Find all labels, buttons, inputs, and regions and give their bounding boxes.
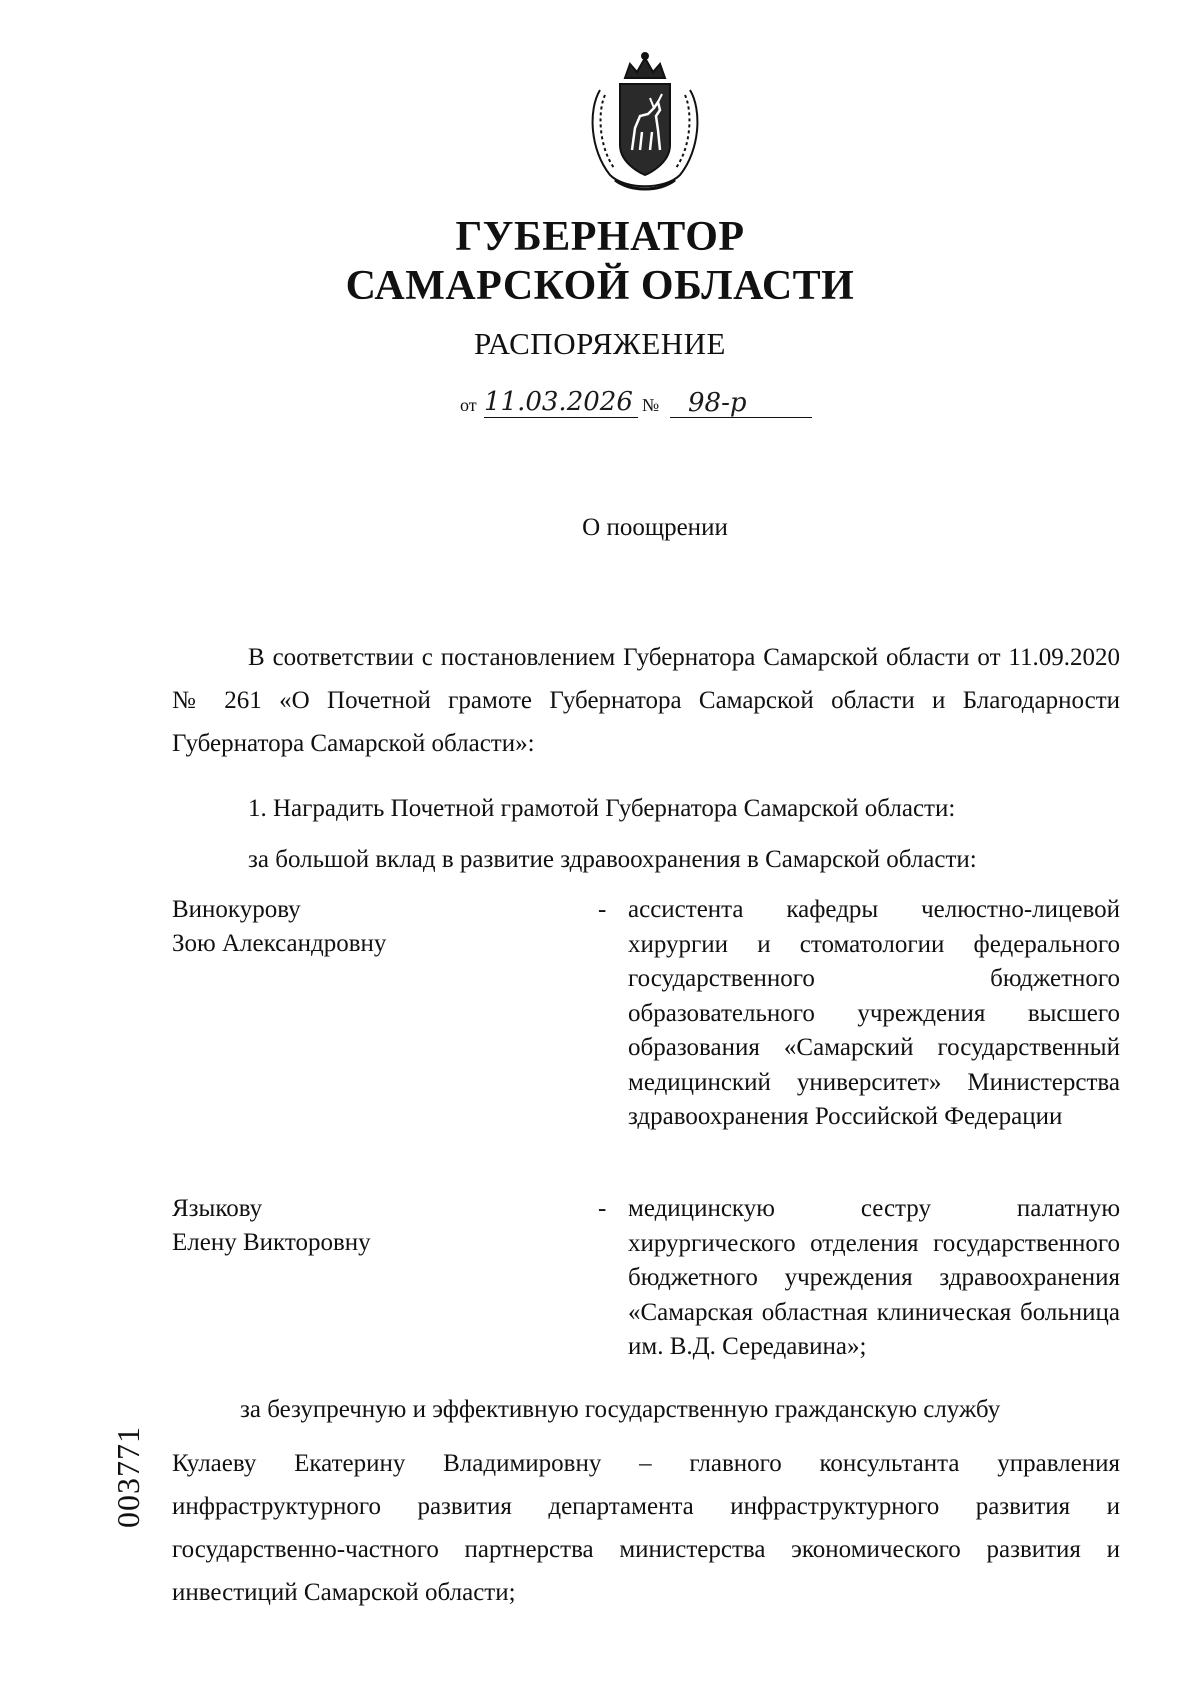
- person-description: ассистента кафедры челюстно-лицевой хирургии и стоматологии федерального государственного бюджетного образовательного учреждения высшего образования «Самарский государственный медицинский университет» Министерства здравоохранения Российской Федерации: [628, 896, 1120, 1130]
- date-label: от: [460, 395, 477, 415]
- document-type: РАСПОРЯЖЕНИЕ: [474, 326, 726, 361]
- title-region: САМАРСКОЙ ОБЛАСТИ: [345, 263, 855, 309]
- category-health: за большой вклад в развитие здравоохранения в Самарской области:: [248, 846, 977, 873]
- date-value: 11.03.2026: [484, 387, 638, 418]
- date-number-line: [460, 384, 860, 418]
- document-subject: О поощрении: [582, 514, 728, 541]
- person-name: [172, 1192, 472, 1260]
- person-surname: Винокурову: [172, 896, 301, 923]
- title-governor: ГУБЕРНАТОР: [455, 214, 745, 260]
- category-service: за безупречную и эффективную государственную гражданскую службу: [240, 1396, 1001, 1423]
- person-description: медицинскую сестру палатную хирургического отделения государственного бюджетного учреждения здравоохранения «Самарская областная клиническая больница им. В.Д. Середавина»;: [628, 1195, 1120, 1360]
- clause-1: 1. Наградить Почетной грамотой Губернатора Самарской области:: [248, 795, 956, 822]
- preamble-text: В соответствии с постановлением Губернатора Самарской области от 11.09.2020 № 261 «О Почетной грамоте Губернатора Самарской области и Благодарности Губернатора Самарской области»:: [172, 644, 1120, 757]
- dash: -: [598, 1195, 607, 1222]
- person-name: [172, 893, 472, 961]
- coat-of-arms-emblem: [580, 50, 710, 200]
- person-given-name: Зою Александровну: [172, 930, 387, 957]
- kulaeva-paragraph: Кулаеву Екатерину Владимировну – главного консультанта управления инфраструктурного развития департамента инфраструктурного развития и государственно-частного партнерства министерства экономического развития и инвестиций Самарской области;: [172, 1450, 1120, 1606]
- dash: -: [598, 896, 607, 923]
- preamble-paragraph: [172, 636, 1120, 765]
- registration-stamp-number: 003771: [110, 1426, 146, 1528]
- number-label: №: [642, 395, 660, 415]
- number-value: 98-р: [670, 388, 812, 418]
- person-surname: Языкову: [172, 1195, 263, 1222]
- person-given-name: Елену Викторовну: [172, 1229, 371, 1256]
